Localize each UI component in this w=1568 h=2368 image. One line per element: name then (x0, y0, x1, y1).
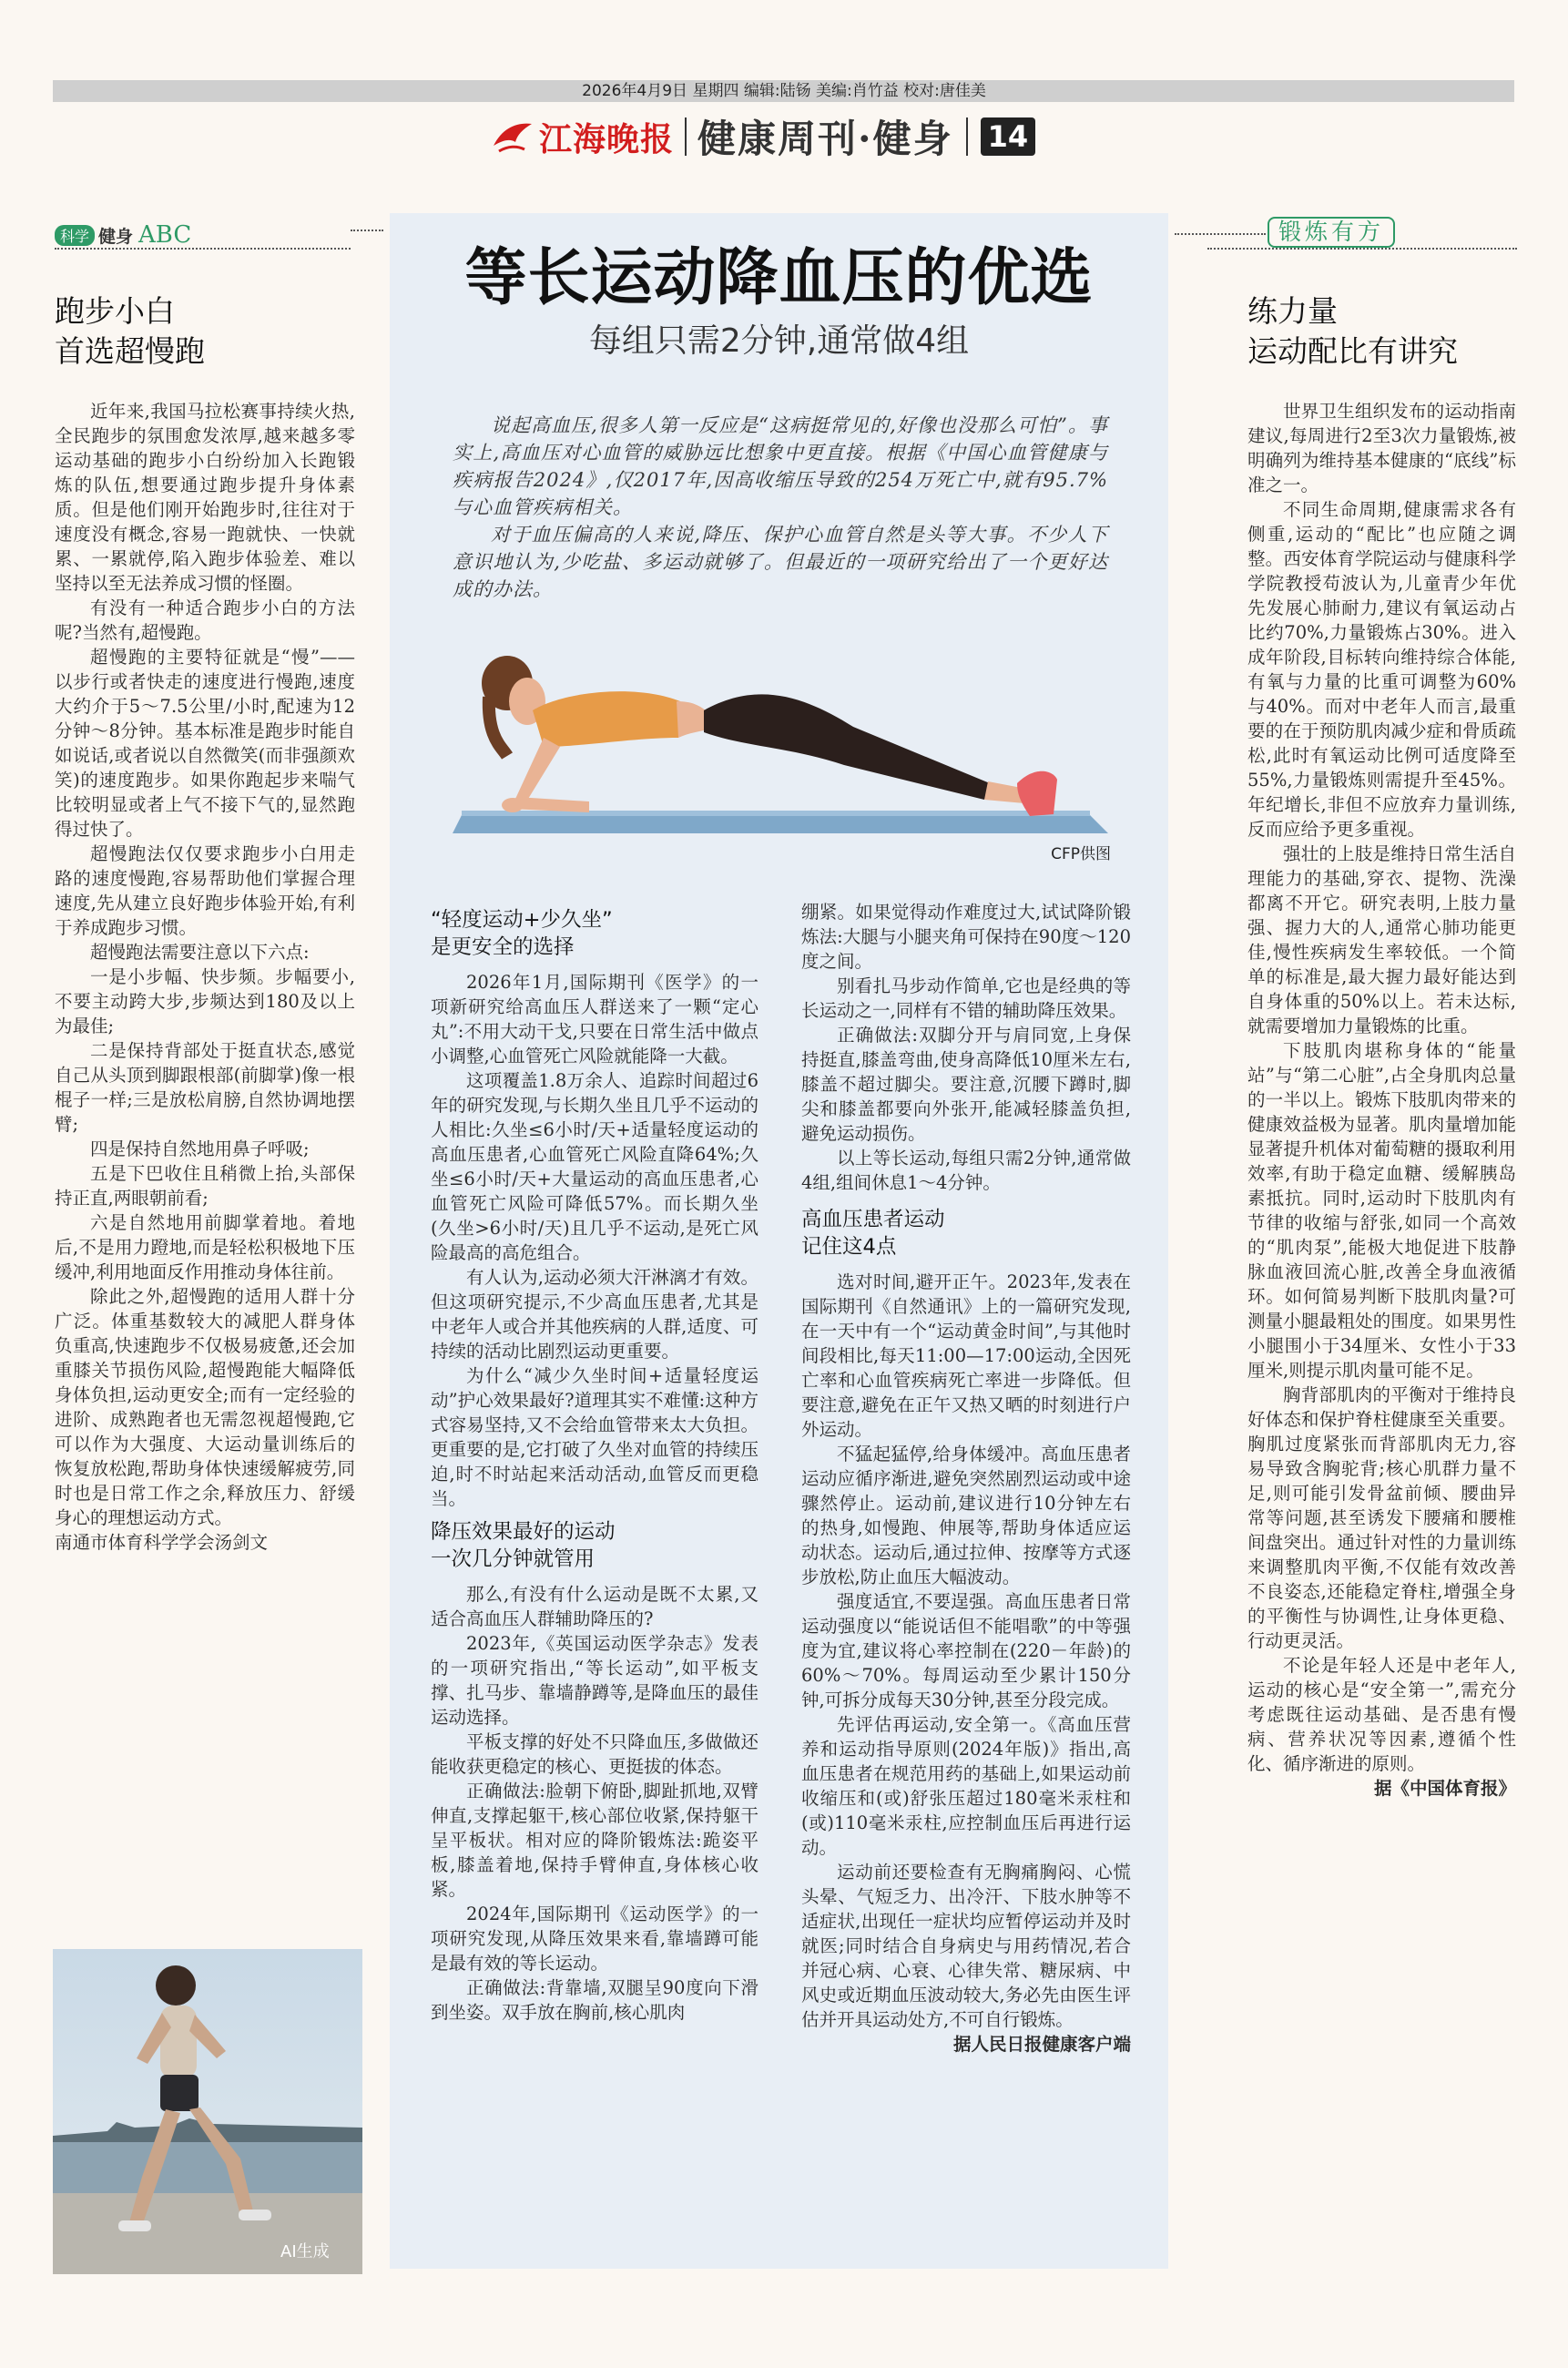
left-paragraph: 超慢跑法需要注意以下六点: (90, 942, 310, 963)
left-paragraph: 超慢跑的主要特征就是“慢”——以步行或者快走的速度进行慢跑,速度大约介于5～7.5公里/小时,配速为12分钟～8分钟。基本标准是跑步时能自如说话,或者说以自然微笑(而非强颜欢笑)的速度跑步。如果你跑起步来喘气比较明显或者上气不接下气的,显然跑得过快了。 (55, 647, 355, 840)
center-paragraph: 不猛起猛停,给身体缓冲。高血压患者运动应循序渐进,避免突然剧烈运动或中途骤然停止。运动前,建议进行10分钟左右的热身,如慢跑、伸展等,帮助身体适应运动状态。运动后,通过拉伸、按摩等方式逐步放松,防止血压大幅波动。 (801, 1444, 1131, 1587)
center-paragraph: 正确做法:脸朝下俯卧,脚趾抓地,双臂伸直,支撑起躯干,核心部位收紧,保持躯干呈平板状。相对应的降阶锻炼法:跪姿平板,膝盖着地,保持手臂伸直,身体核心收紧。 (431, 1781, 759, 1900)
badge-abc: ABC (138, 221, 192, 249)
left-paragraph: 一是小步幅、快步频。步幅要小,不要主动跨大步,步频达到180及以上为最佳; (55, 966, 355, 1036)
center-source: 据人民日报健康客户端 (952, 2034, 1131, 2055)
subhead-3-line1: 高血压患者运动 (801, 1208, 945, 1231)
subhead-2-line1: 降压效果最好的运动 (431, 1520, 616, 1544)
subhead-1-line2: 是更安全的选择 (431, 935, 575, 959)
right-paragraph: 胸背部肌肉的平衡对于维持良好体态和保护脊柱健康至关重要。胸肌过度紧张而背部肌肉无力,容易导致含胸驼背;核心肌群力量不足,则可能引发骨盆前倾、腰曲异常等问题,甚至诱发下腰痛和腰椎间盘突出。通过针对性的力量训练来调整肌肉平衡,不仅能有效改善不良姿态,还能稳定脊柱,增强全身的平衡性与协调性,让身体更稳、行动更灵活。 (1247, 1384, 1516, 1651)
left-connector (351, 230, 383, 231)
left-article-body (55, 399, 355, 1555)
left-divider (55, 248, 351, 250)
left-paragraph: 近年来,我国马拉松赛事持续火热,全民跑步的氛围愈发浓厚,越来越多零运动基础的跑步小白纷纷加入长跑锻炼的队伍,想要通过跑步提升身体素质。但是他们刚开始跑步时,往往对于速度没有概念,容易一跑就快、一快就累、一累就停,陷入跑步体验差、难以坚持以至无法养成习惯的怪圈。 (55, 401, 355, 594)
right-title-line2: 运动配比有讲究 (1247, 333, 1458, 369)
center-paragraph: 强度适宜,不要逞强。高血压患者日常运动强度以“能说话但不能唱歌”的中等强度为宜,建议将心率控制在(220－年龄)的60%～70%。每周运动至少累计150分钟,可拆分成每天30分钟,甚至分段完成。 (801, 1591, 1131, 1710)
lead-paragraph: 对于血压偏高的人来说,降压、保护心血管自然是头等大事。不少人下意识地认为,少吃盐、多运动就够了。但最近的一项研究给出了一个更好达成的办法。 (453, 524, 1108, 600)
right-paragraph: 下肢肌肉堪称身体的“能量站”与“第二心脏”,占全身肌肉总量的一半以上。锻炼下肢肌肉带来的健康效益极为显著。肌肉量增加能显著提升机体对葡萄糖的摄取利用效率,有助于稳定血糖、缓解胰岛素抵抗。同时,运动时下肢肌肉有节律的收缩与舒张,如同一个高效的“肌肉泵”,能极大地促进下肢静脉血液回流心脏,改善全身血液循环。如何简易判断下肢肌肉量?可测量小腿最粗处的围度。如果男性小腿围小于34厘米、女性小于33厘米,则提示肌肉量可能不足。 (1247, 1040, 1516, 1381)
subhead-1 (431, 906, 759, 961)
left-paragraph: 超慢跑法仅仅要求跑步小白用走路的速度慢跑,容易帮助他们掌握合理速度,先从建立良好跑步体验开始,有利于养成跑步习惯。 (55, 843, 355, 938)
center-paragraph: 2024年,国际期刊《运动医学》的一项研究发现,从降压效果来看,靠墙蹲可能是最有效的等长运动。 (431, 1904, 759, 1974)
subhead-3 (801, 1206, 1131, 1261)
left-paragraph: 四是保持自然地用鼻子呼吸; (90, 1138, 310, 1159)
right-paragraph: 世界卫生组织发布的运动指南建议,每周进行2至3次力量锻炼,被明确列为维持基本健康的“底线”标准之一。 (1247, 401, 1516, 495)
right-divider (1207, 248, 1517, 250)
right-column-badge (1207, 217, 1517, 248)
center-paragraph: 正确做法:双脚分开与肩同宽,上身保持挺直,膝盖弯曲,使身高降低10厘米左右,膝盖不超过脚尖。要注意,沉腰下蹲时,脚尖和膝盖都要向外张开,能减轻膝盖负担,避免运动损伤。 (801, 1025, 1131, 1144)
plank-photo-credit: CFP供图 (1051, 845, 1111, 863)
masthead-divider (685, 117, 687, 156)
center-paragraph: 那么,有没有什么运动是既不太累,又适合高血压人群辅助降压的? (431, 1584, 759, 1629)
right-paragraph: 不论是年轻人还是中老年人,运动的核心是“安全第一”,需充分考虑既往运动基础、是否患有慢病、营养状况等因素,遵循个性化、循序渐进的原则。 (1247, 1655, 1516, 1774)
left-column-badge (55, 221, 351, 249)
page-number: 14 (981, 117, 1036, 156)
subhead-2 (431, 1518, 759, 1573)
left-title-line2: 首选超慢跑 (55, 333, 205, 369)
subhead-2-line2: 一次几分钟就管用 (431, 1547, 596, 1571)
badge-prefix: 科学 (55, 225, 95, 246)
center-paragraph: 2023年,《英国运动医学杂志》发表的一项研究指出,“等长运动”,如平板支撑、扎马步、靠墙静蹲等,是降血压的最佳运动选择。 (431, 1633, 759, 1728)
left-paragraph: 二是保持背部处于挺直状态,感觉自己从头顶到脚跟根部(前脚掌)像一根棍子一样;三是放松肩膀,自然协调地摆臂; (55, 1040, 355, 1135)
right-title-line1: 练力量 (1247, 293, 1338, 329)
masthead (492, 113, 1035, 160)
center-paragraph: 有人认为,运动必须大汗淋漓才有效。但这项研究提示,不少高血压患者,尤其是中老年人或合并其他疾病的人群,适度、可持续的活动比剧烈运动更重要。 (431, 1267, 759, 1362)
subhead-3-line2: 记住这4点 (801, 1235, 897, 1259)
paper-name: 江海晚报 (539, 119, 675, 158)
paper-logo-icon (492, 118, 534, 155)
right-paragraph: 不同生命周期,健康需求各有侧重,运动的“配比”也应随之调整。西安体育学院运动与健康科学学院教授苟波认为,儿童青少年优先发展心肺耐力,建议有氧运动占比约70%,力量锻炼占30%。进入成年阶段,目标转向维持综合体能,有氧与力量的比重可调整为60%与40%。而对中老年人而言,最重要的在于预防肌肉减少症和骨质疏松,此时有氧运动比例可适度降至55%,力量锻炼则需提升至45%。年纪增长,非但不应放弃力量训练,反而应给予更多重视。 (1247, 499, 1516, 840)
badge-main: 健身 (98, 226, 134, 247)
center-paragraph: 选对时间,避开正午。2023年,发表在国际期刊《自然通讯》上的一篇研究发现,在一天中有一个“运动黄金时间”,与其他时间段相比,每天11:00—17:00运动,全因死亡率和心血管疾病死亡率进一步降低。但要注意,避免在正午又热又晒的时刻进行户外运动。 (801, 1271, 1131, 1440)
center-paragraph: 别看扎马步动作简单,它也是经典的等长运动之一,同样有不错的辅助降压效果。 (801, 975, 1131, 1021)
center-right-column (801, 900, 1131, 2057)
main-headline: 等长运动降血压的优选 (464, 242, 1094, 314)
section-name: 健康周刊·健身 (697, 117, 953, 161)
left-paragraph: 六是自然地用前脚掌着地。着地后,不是用力蹬地,而是轻松积极地下压缓冲,利用地面反作用推动身体往前。 (55, 1212, 355, 1282)
center-paragraph: 运动前还要检查有无胸痛胸闷、心慌头晕、气短乏力、出冷汗、下肢水肿等不适症状,出现任一症状均应暂停运动并及时就医;同时结合自身病史与用药情况,若合并冠心病、心衰、心律失常、糖尿病、中风史或近期血压波动较大,务必先由医生评估并开具运动处方,不可自行锻炼。 (801, 1862, 1131, 2030)
left-author: 南通市体育科学学会汤剑文 (55, 1532, 269, 1553)
center-left-column (431, 906, 759, 2025)
left-title-line1: 跑步小白 (55, 293, 175, 329)
center-paragraph: 平板支撑的好处不只降血压,多做做还能收获更稳定的核心、更挺拔的体态。 (431, 1731, 759, 1777)
masthead-divider-2 (966, 117, 968, 156)
left-paragraph: 除此之外,超慢跑的适用人群十分广泛。体重基数较大的减肥人群身体负重高,快速跑步不仅极易疲惫,还会加重膝关节损伤风险,超慢跑能大幅降低身体负担,运动更安全;而有一定经验的进阶、成熟跑者也无需忽视超慢跑,它可以作为大强度、大运动量训练后的恢复放松跑,帮助身体快速缓解疲劳,同时也是日常工作之余,释放压力、舒缓身心的理想运动方式。 (55, 1286, 355, 1528)
center-paragraph: 2026年1月,国际期刊《医学》的一项新研究给高血压人群送来了一颗“定心丸”:不用大动干戈,只要在日常生活中做点小调整,心血管死亡风险就能降一大截。 (431, 972, 759, 1067)
center-paragraph: 正确做法:背靠墙,双腿呈90度向下滑到坐姿。双手放在胸前,核心肌肉 (431, 1977, 759, 2023)
center-paragraph: 以上等长运动,每组只需2分钟,通常做4组,组间休息1～4分钟。 (801, 1148, 1131, 1193)
center-paragraph: 绷紧。如果觉得动作难度过大,试试降阶锻炼法:大腿与小腿夹角可保持在90度～120度之间。 (801, 902, 1131, 972)
right-article-body (1247, 399, 1516, 1801)
right-source: 据《中国体育报》 (1373, 1778, 1516, 1799)
right-paragraph: 强壮的上肢是维持日常生活自理能力的基础,穿衣、提物、洗澡都离不开它。研究表明,上肢力量强、握力大的人,通常心肺功能更佳,慢性疾病发生率较低。一个简单的标准是,最大握力最好能达到自身体重的50%以上。若未达标,就需要增加力量锻炼的比重。 (1247, 843, 1516, 1036)
lead-paragraph: 说起高血压,很多人第一反应是“这病挺常见的,好像也没那么可怕”。事实上,高血压对心血管的威胁远比想象中更直接。根据《中国心血管健康与疾病报告2024》,仅2017年,因高收缩压导致的254万死亡中,就有95.7%与心血管疾病相关。 (453, 414, 1108, 518)
runner-photo (53, 1949, 362, 2274)
plank-photo (453, 610, 1108, 838)
center-paragraph: 为什么“减少久坐时间+适量轻度运动”护心效果最好?道理其实不难懂:这种方式容易坚持,又不会给血管带来太大负担。更重要的是,它打破了久坐对血管的持续压迫,时不时站起来活动活动,血管反而更稳当。 (431, 1365, 759, 1509)
plank-illustration (453, 610, 1108, 838)
dateline: 2026年4月9日 星期四 编辑:陆钖 美编:肖竹益 校对:唐佳美 (582, 82, 986, 100)
left-paragraph: 五是下巴收住且稍微上抬,头部保持正直,两眼朝前看; (55, 1163, 355, 1209)
left-paragraph: 有没有一种适合跑步小白的方法呢?当然有,超慢跑。 (55, 597, 355, 643)
right-article-title (1247, 291, 1516, 372)
runner-photo-credit: AI生成 (280, 2242, 330, 2261)
lead-paragraphs (453, 412, 1108, 603)
center-paragraph: 这项覆盖1.8万余人、追踪时间超过6年的研究发现,与长期久坐且几乎不运动的人相比:久坐≤6小时/天+适量轻度运动的高血压患者,心血管死亡风险直降64%;久坐≤6小时/天+大量运动的高血压患者,心血管死亡风险可降低57%。而长期久坐(久坐>6小时/天)且几乎不运动,是死亡风险最高的高危组合。 (431, 1070, 759, 1263)
left-article-title (55, 291, 355, 372)
subhead-1-line1: “轻度运动+少久坐” (431, 908, 613, 932)
right-badge-label: 锻炼有方 (1268, 217, 1395, 248)
runner-illustration (53, 1949, 362, 2274)
main-subheadline: 每组只需2分钟,通常做4组 (588, 322, 970, 360)
center-paragraph: 先评估再运动,安全第一。《高血压营养和运动指导原则(2024年版)》指出,高血压患者在规范用药的基础上,如果运动前收缩压和(或)舒张压超过180毫米汞柱和(或)110毫米汞柱,应控制血压后再进行运动。 (801, 1714, 1131, 1858)
